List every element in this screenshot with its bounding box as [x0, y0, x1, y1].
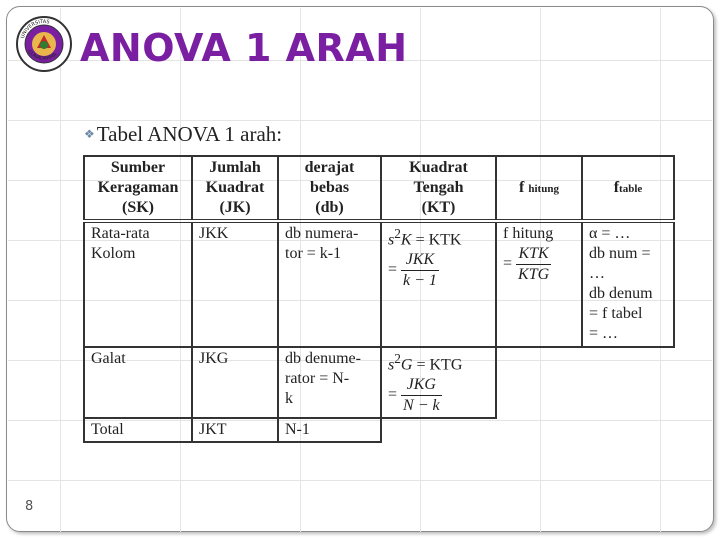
header-sk: Sumber Keragaman (SK)	[84, 156, 192, 221]
cell-kt-galat: $s^2G$ = KTG = $\frac{\text{JKG}}{N - k}$	[381, 347, 496, 418]
grid-line	[8, 120, 712, 121]
fraction: $\frac{\text{JKG}}{N - k}$	[403, 376, 440, 415]
cell-f-table-kolom: α = … db num = … db denum = f tabel = …	[582, 221, 674, 347]
empty-cell	[582, 347, 674, 418]
fraction: $\frac{\text{KTK}}{\text{KTG}}$	[518, 245, 550, 283]
table-header-row	[84, 156, 674, 221]
header-kt: Kuadrat Tengah (KT)	[381, 156, 496, 221]
empty-cell	[496, 418, 582, 442]
university-seal-icon	[15, 15, 73, 73]
table-row	[84, 418, 674, 442]
table-row	[84, 347, 674, 418]
header-f-table: ftable	[582, 156, 674, 221]
svg-text:UNIVERSITAS: UNIVERSITAS	[19, 18, 50, 40]
header-jk: Jumlah Kuadrat (JK)	[192, 156, 278, 221]
empty-cell	[496, 347, 582, 418]
cell-db-kolom: db numera- tor = k-1	[278, 221, 381, 347]
cell-jk-total: JKT	[192, 418, 278, 442]
svg-text:GUNADARMA: GUNADARMA	[26, 48, 59, 62]
bullet-text: Tabel ANOVA 1 arah:	[96, 122, 283, 146]
cell-jk-galat: JKG	[192, 347, 278, 418]
anova-table	[83, 155, 675, 443]
empty-cell	[582, 418, 674, 442]
cell-jk-kolom: JKK	[192, 221, 278, 347]
empty-cell	[381, 418, 496, 442]
header-f-hitung: f hitung	[496, 156, 582, 221]
page-number: 8	[25, 499, 34, 514]
slide-title: ANOVA 1 ARAH	[80, 26, 408, 70]
cell-sk-total: Total	[84, 418, 192, 442]
cell-db-total: N-1	[278, 418, 381, 442]
bullet-item	[84, 122, 282, 147]
grid-line	[8, 480, 712, 481]
cell-sk-kolom: Rata-rata Kolom	[84, 221, 192, 347]
cell-kt-kolom: $s^2K$ = KTK = $\frac{\text{JKK}}{k - 1}$	[381, 221, 496, 347]
grid-line	[60, 8, 61, 532]
fraction: $\frac{\text{JKK}}{k - 1}$	[403, 251, 437, 290]
header-db: derajat bebas (db)	[278, 156, 381, 221]
cell-sk-galat: Galat	[84, 347, 192, 418]
cell-f-hitung-kolom: f hitung = $\frac{\text{KTK}}{\text{KTG}}$	[496, 221, 582, 347]
table-row	[84, 221, 674, 347]
cell-db-galat: db denume- rator = N- k	[278, 347, 381, 418]
bullet-icon: ❖	[84, 127, 95, 141]
